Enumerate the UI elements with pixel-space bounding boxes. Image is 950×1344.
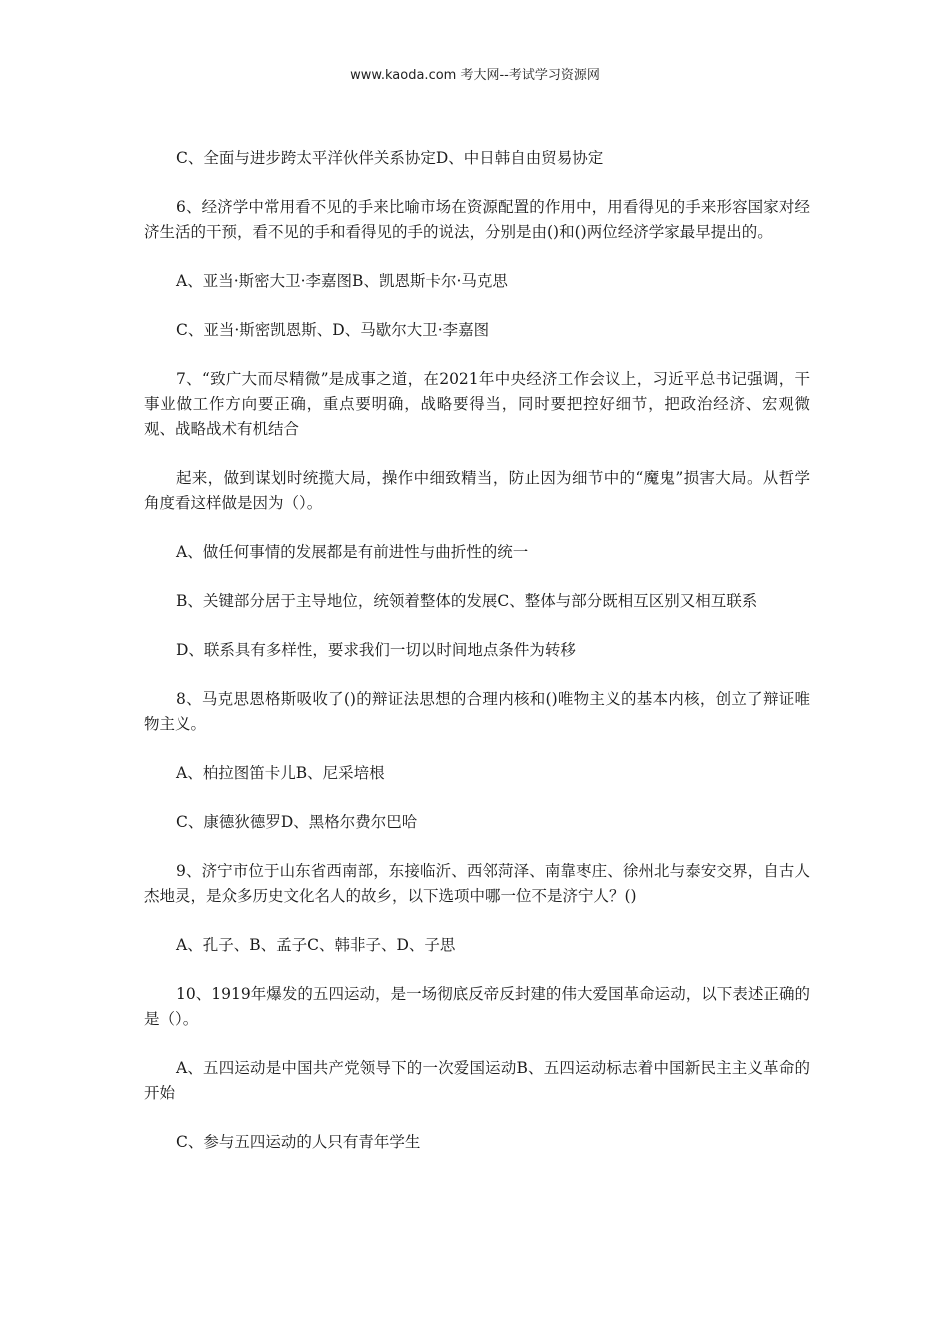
document-body (144, 146, 810, 1155)
question-9: 9、济宁市位于山东省西南部，东接临沂、西邻菏泽、南靠枣庄、徐州北与泰安交界，自古人杰地灵，是众多历史文化名人的故乡，以下选项中哪一位不是济宁人？() (144, 862, 810, 905)
options-ab-q6: A、亚当·斯密大卫·李嘉图B、凯恩斯卡尔·马克思 (176, 272, 508, 290)
options-bc-q7: B、关键部分居于主导地位，统领着整体的发展C、整体与部分既相互区别又相互联系 (176, 592, 758, 610)
options-cd-q6: C、亚当·斯密凯恩斯、D、马歇尔大卫·李嘉图 (176, 321, 490, 339)
option-c-q10: C、参与五四运动的人只有青年学生 (176, 1133, 421, 1151)
options-ab-q8: A、柏拉图笛卡儿B、尼采培根 (176, 764, 385, 782)
question-7: 7、“致广大而尽精微”是成事之道，在2021年中央经济工作会议上，习近平总书记强调，干事业做工作方向要正确，重点要明确，战略要得当，同时要把控好细节，把政治经济、宏观微观、战略战术有机结合 (144, 370, 810, 438)
options-cd-q8: C、康德狄德罗D、黑格尔费尔巴哈 (176, 813, 418, 831)
question-6: 6、经济学中常用看不见的手来比喻市场在资源配置的作用中，用看得见的手来形容国家对经济生活的干预，看不见的手和看得见的手的说法，分别是由()和()两位经济学家最早提出的。 (144, 198, 810, 241)
page-header: www.kaoda.com 考大网--考试学习资源网 (350, 68, 600, 83)
question-7-continued: 起来，做到谋划时统揽大局，操作中细致精当，防止因为细节中的“魔鬼”损害大局。从哲学角度看这样做是因为（）。 (144, 469, 810, 512)
option-d-q7: D、联系具有多样性，要求我们一切以时间地点条件为转移 (176, 641, 576, 659)
question-8: 8、马克思恩格斯吸收了()的辩证法思想的合理内核和()唯物主义的基本内核，创立了辩证唯物主义。 (144, 690, 810, 733)
question-10: 10、1919年爆发的五四运动，是一场彻底反帝反封建的伟大爱国革命运动，以下表述正确的是（）。 (144, 985, 810, 1028)
option-c-q5: C、全面与进步跨太平洋伙伴关系协定D、中日韩自由贸易协定 (176, 149, 604, 167)
options-ab-q10: A、五四运动是中国共产党领导下的一次爱国运动B、五四运动标志着中国新民主主义革命的开始 (144, 1059, 810, 1102)
options-q9: A、孔子、B、孟子C、韩非子、D、子思 (176, 936, 456, 954)
option-a-q7: A、做任何事情的发展都是有前进性与曲折性的统一 (176, 543, 529, 561)
